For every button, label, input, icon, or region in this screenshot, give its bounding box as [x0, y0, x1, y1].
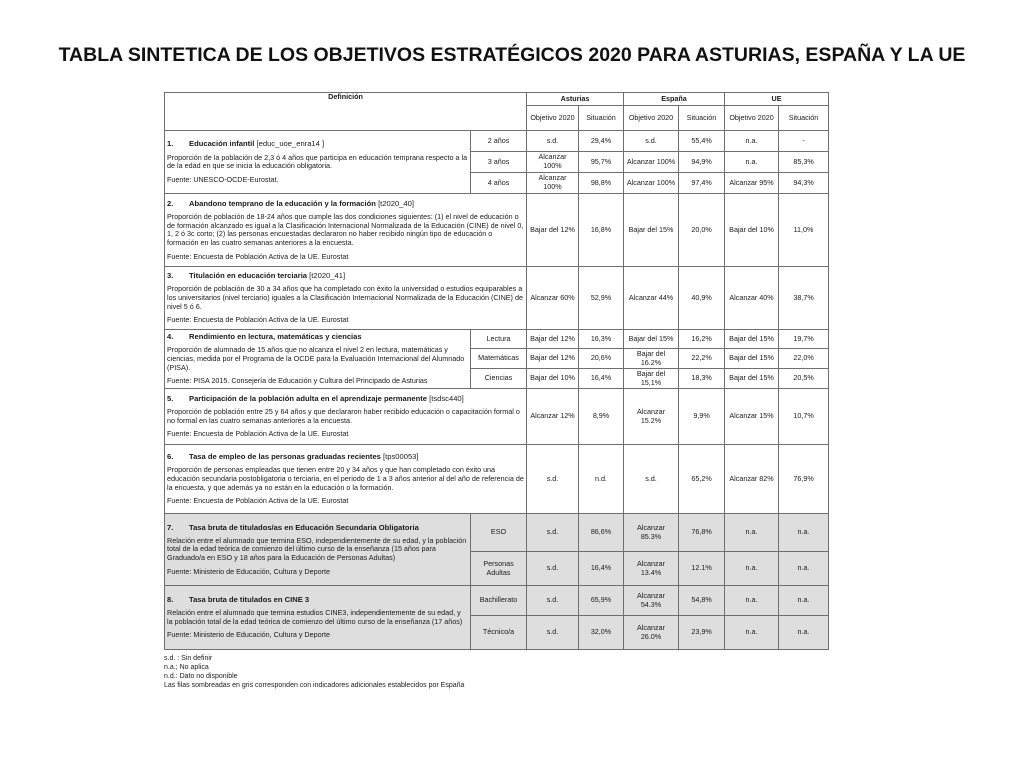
- value-cell: 54,8%: [679, 586, 725, 616]
- header-ue: UE: [725, 93, 829, 106]
- indicator-name: Tasa bruta de titulados/as en Educación Secundaria Obligatoria: [189, 522, 419, 532]
- header-asturias: Asturias: [527, 93, 624, 106]
- value-cell: s.d.: [527, 514, 579, 552]
- value-cell: Bajar del 16.2%: [624, 349, 679, 369]
- objectives-table-container: [164, 92, 828, 690]
- table-row: [165, 389, 829, 445]
- indicator-name: Rendimiento en lectura, matemáticas y ciencias: [189, 332, 362, 342]
- value-cell: s.d.: [527, 445, 579, 514]
- indicator-name: Titulación en educación terciaria: [189, 271, 308, 281]
- indicator-number: 3.: [167, 271, 174, 281]
- indicator-title: [167, 523, 468, 532]
- value-cell: 86,6%: [579, 514, 624, 552]
- subcategory-cell: Bachillerato: [471, 586, 527, 616]
- subcategory-cell: 3 años: [471, 152, 527, 173]
- indicator-name: Tasa bruta de titulados en CINE 3: [189, 594, 310, 604]
- indicator-number: 6.: [167, 452, 174, 462]
- value-cell: 18,3%: [679, 369, 725, 389]
- table-row: [165, 445, 829, 514]
- value-cell: Alcanzar 13.4%: [624, 552, 679, 586]
- indicator-description: Proporción de alumnado de 15 años que no alcanza el nivel 2 en lectura, matemáticas y ciencias, medida por el Programa de la OCDE para la Evaluación Internacional del Alumnado (PISA).: [167, 345, 465, 372]
- indicator-definition-cell: [165, 267, 527, 330]
- indicator-name: Educación infantil: [189, 139, 255, 149]
- value-cell: 12.1%: [679, 552, 725, 586]
- value-cell: Alcanzar 100%: [624, 173, 679, 194]
- indicator-code: [educ_uoe_enra14 ]: [256, 139, 325, 149]
- value-cell: s.d.: [624, 445, 679, 514]
- slide-title: TABLA SINTETICA DE LOS OBJETIVOS ESTRATÉGICOS 2020 PARA ASTURIAS, ESPAÑA Y LA UE: [58, 44, 966, 66]
- value-cell: 52,9%: [579, 267, 624, 330]
- value-cell: 40,9%: [679, 267, 725, 330]
- value-cell: 16,8%: [579, 194, 624, 267]
- indicator-name: Tasa de empleo de las personas graduadas recientes: [189, 452, 381, 462]
- header-definicion: Definición: [165, 93, 527, 131]
- value-cell: Alcanzar 60%: [527, 267, 579, 330]
- value-cell: 9,9%: [679, 389, 725, 445]
- subcategory-cell: Personas Adultas: [471, 552, 527, 586]
- value-cell: 20,5%: [779, 369, 829, 389]
- value-cell: Bajar del 15%: [725, 369, 779, 389]
- value-cell: 32,0%: [579, 616, 624, 650]
- value-cell: n.a.: [725, 586, 779, 616]
- value-cell: Bajar del 12%: [527, 330, 579, 349]
- indicator-description: Relación entre el alumnado que termina ESO, independientemente de su edad, y la población total de la edad teórica de comienzo del último curso de la enseñanza (15 años para Graduado/a en ESO y 18 años para la Educación de Personas Adultas): [167, 535, 467, 563]
- indicator-number: 7.: [167, 522, 174, 532]
- indicator-name: Abandono temprano de la educación y la formación: [189, 198, 376, 208]
- indicator-definition-cell: [165, 586, 471, 650]
- indicator-description: Proporción de población de 18-24 años que cumple las dos condiciones siguientes: (1) el nivel de educación o de formación alcanzado es igual a la Clasificación Internacional Normalizada de la Educación (CINE) de nivel 0, 1, 2 ó 3c corto; (2) las personas encuestadas declararon no haber recibido ningún tipo de educación o formación en las cuatro semanas anteriores a la encuesta.: [167, 211, 524, 247]
- value-cell: 94,9%: [679, 152, 725, 173]
- indicator-description: Proporción de población entre 25 y 64 años y que declararon haber recibido educación o capacitación formal o no formal en las cuatro semanas anteriores a la encuesta.: [167, 407, 520, 425]
- subcategory-cell: Matemáticas: [471, 349, 527, 369]
- value-cell: Bajar del 15%: [725, 330, 779, 349]
- indicator-title: [167, 271, 524, 280]
- value-cell: Alcanzar 100%: [527, 173, 579, 194]
- value-cell: 10,7%: [779, 389, 829, 445]
- header-objetivo-espana: Objetivo 2020: [624, 106, 679, 131]
- header-espana: España: [624, 93, 725, 106]
- value-cell: n.a.: [779, 616, 829, 650]
- subcategory-cell: 4 años: [471, 173, 527, 194]
- objectives-table-body: [165, 131, 829, 650]
- value-cell: Alcanzar 82%: [725, 445, 779, 514]
- value-cell: Bajar del 12%: [527, 349, 579, 369]
- indicator-source: Fuente: Encuesta de Población Activa de la UE. Eurostat: [167, 315, 349, 325]
- indicator-number: 4.: [167, 332, 174, 342]
- indicator-definition-cell: [165, 514, 471, 586]
- indicator-description: Proporción de población de 30 a 34 años que ha completado con éxito la universidad o estudios equiparables a los universitarios (nivel terciario) iguales a la Clasificación Internacional Normalizada de la Educación (CINE) de nivel 5 ó 6.: [167, 284, 523, 311]
- indicator-source: Fuente: Encuesta de Población Activa de la UE. Eurostat: [167, 496, 349, 506]
- value-cell: s.d.: [527, 616, 579, 650]
- header-row-regions: [165, 93, 829, 106]
- value-cell: s.d.: [527, 586, 579, 616]
- table-row: [165, 131, 829, 152]
- header-situacion-ue: Situación: [779, 106, 829, 131]
- value-cell: 38,7%: [779, 267, 829, 330]
- value-cell: Alcanzar 15%: [725, 389, 779, 445]
- indicator-code: [t2020_40]: [378, 198, 414, 208]
- value-cell: Alcanzar 100%: [624, 152, 679, 173]
- value-cell: s.d.: [527, 131, 579, 152]
- indicator-source: Fuente: PISA 2015. Consejería de Educación y Cultura del Principado de Asturias: [167, 376, 428, 386]
- indicator-number: 5.: [167, 393, 174, 403]
- value-cell: Alcanzar 26.0%: [624, 616, 679, 650]
- value-cell: s.d.: [624, 131, 679, 152]
- value-cell: 20,6%: [579, 349, 624, 369]
- objectives-table: [164, 92, 829, 650]
- value-cell: s.d.: [527, 552, 579, 586]
- header-objetivo-asturias: Objetivo 2020: [527, 106, 579, 131]
- indicator-description: Proporción de personas empleadas que tienen entre 20 y 34 años y que han completado con éxito una educación secundaria postobligatoria o terciaria, en el periodo de 1 a 3 años anterior al del año de referencia de la encuesta, y que además ya no están en la educación o la formación.: [167, 465, 524, 492]
- indicator-number: 8.: [167, 594, 174, 604]
- value-cell: Alcanzar 54.3%: [624, 586, 679, 616]
- note-nd: n.d.: Dato no disponible: [164, 673, 238, 681]
- indicator-source: Fuente: Ministerio de Educación, Cultura y Deporte: [167, 630, 330, 640]
- indicator-title: [167, 394, 524, 403]
- subcategory-cell: 2 años: [471, 131, 527, 152]
- value-cell: 16,2%: [679, 330, 725, 349]
- value-cell: 97,4%: [679, 173, 725, 194]
- indicator-code: [tsdsc440]: [429, 393, 464, 403]
- value-cell: Bajar del 15%: [624, 330, 679, 349]
- indicator-name: Participación de la población adulta en el aprendizaje permanente: [189, 393, 428, 403]
- value-cell: 22,0%: [779, 349, 829, 369]
- value-cell: Alcanzar 12%: [527, 389, 579, 445]
- value-cell: 95,7%: [579, 152, 624, 173]
- subcategory-cell: Ciencias: [471, 369, 527, 389]
- indicator-definition-cell: [165, 445, 527, 514]
- indicator-title: [167, 199, 524, 208]
- value-cell: n.d.: [579, 445, 624, 514]
- table-row: [165, 514, 829, 552]
- indicator-description: Proporción de la población de 2,3 ó 4 años que participa en educación temprana respecto a la de la edad en que se inicia la educación obligatoria.: [167, 152, 468, 171]
- value-cell: 55,4%: [679, 131, 725, 152]
- value-cell: 65,9%: [579, 586, 624, 616]
- subcategory-cell: Técnico/a: [471, 616, 527, 650]
- value-cell: 85,3%: [779, 152, 829, 173]
- value-cell: 76,9%: [779, 445, 829, 514]
- value-cell: 23,9%: [679, 616, 725, 650]
- value-cell: Alcanzar 15.2%: [624, 389, 679, 445]
- value-cell: Bajar del 10%: [527, 369, 579, 389]
- header-situacion-asturias: Situación: [579, 106, 624, 131]
- value-cell: Alcanzar 85.3%: [624, 514, 679, 552]
- value-cell: n.a.: [725, 131, 779, 152]
- value-cell: n.a.: [779, 514, 829, 552]
- value-cell: 16,4%: [579, 369, 624, 389]
- value-cell: Bajar del 12%: [527, 194, 579, 267]
- indicator-title: [167, 452, 524, 461]
- value-cell: Bajar del 10%: [725, 194, 779, 267]
- indicator-number: 1.: [167, 139, 174, 149]
- indicator-definition-cell: [165, 131, 471, 194]
- indicator-title: [167, 139, 468, 148]
- value-cell: n.a.: [725, 616, 779, 650]
- indicator-source: Fuente: UNESCO-OCDE-Eurostat.: [167, 174, 279, 184]
- table-notes: [164, 654, 828, 690]
- header-objetivo-ue: Objetivo 2020: [725, 106, 779, 131]
- value-cell: Bajar del 15,1%: [624, 369, 679, 389]
- value-cell: 16,4%: [579, 552, 624, 586]
- indicator-code: [t2020_41]: [309, 271, 346, 281]
- value-cell: 19,7%: [779, 330, 829, 349]
- value-cell: n.a.: [779, 586, 829, 616]
- table-row: [165, 194, 829, 267]
- value-cell: Alcanzar 40%: [725, 267, 779, 330]
- value-cell: Bajar del 15%: [725, 349, 779, 369]
- value-cell: Alcanzar 95%: [725, 173, 779, 194]
- value-cell: 20,0%: [679, 194, 725, 267]
- indicator-definition-cell: [165, 389, 527, 445]
- header-situacion-espana: Situación: [679, 106, 725, 131]
- indicator-title: [167, 332, 468, 341]
- indicator-source: Fuente: Encuesta de Población Activa de la UE. Eurostat: [167, 251, 349, 261]
- value-cell: n.a.: [725, 152, 779, 173]
- subcategory-cell: ESO: [471, 514, 527, 552]
- table-row: [165, 586, 829, 616]
- value-cell: 94,3%: [779, 173, 829, 194]
- value-cell: 22,2%: [679, 349, 725, 369]
- value-cell: Alcanzar 100%: [527, 152, 579, 173]
- table-row: [165, 330, 829, 349]
- value-cell: n.a.: [779, 552, 829, 586]
- value-cell: 11,0%: [779, 194, 829, 267]
- indicator-code: [tps00053]: [383, 452, 419, 462]
- value-cell: 65,2%: [679, 445, 725, 514]
- value-cell: 98,8%: [579, 173, 624, 194]
- subcategory-cell: Lectura: [471, 330, 527, 349]
- value-cell: -: [779, 131, 829, 152]
- value-cell: 29,4%: [579, 131, 624, 152]
- value-cell: Alcanzar 44%: [624, 267, 679, 330]
- value-cell: Bajar del 15%: [624, 194, 679, 267]
- value-cell: 76,8%: [679, 514, 725, 552]
- indicator-source: Fuente: Encuesta de Población Activa de la UE. Eurostat: [167, 429, 349, 439]
- indicator-source: Fuente: Ministerio de Educación, Cultura y Deporte: [167, 566, 330, 576]
- value-cell: 16,3%: [579, 330, 624, 349]
- value-cell: n.a.: [725, 552, 779, 586]
- note-na: n.a.; No aplica: [164, 664, 209, 672]
- table-row: [165, 267, 829, 330]
- indicator-number: 2.: [167, 198, 174, 208]
- note-shaded-rows: Las filas sombreadas en gris corresponden con indicadores adicionales establecidos por España: [164, 682, 465, 690]
- note-sd: s.d. : Sin definir: [164, 655, 213, 662]
- value-cell: 8,9%: [579, 389, 624, 445]
- value-cell: n.a.: [725, 514, 779, 552]
- indicator-definition-cell: [165, 330, 471, 389]
- indicator-definition-cell: [165, 194, 527, 267]
- indicator-title: [167, 595, 468, 604]
- indicator-description: Relación entre el alumnado que termina estudios CINE3, independientemente de su edad, y la población total de la edad teórica de comienzo del último curso de la enseñanza (17 años): [167, 608, 463, 626]
